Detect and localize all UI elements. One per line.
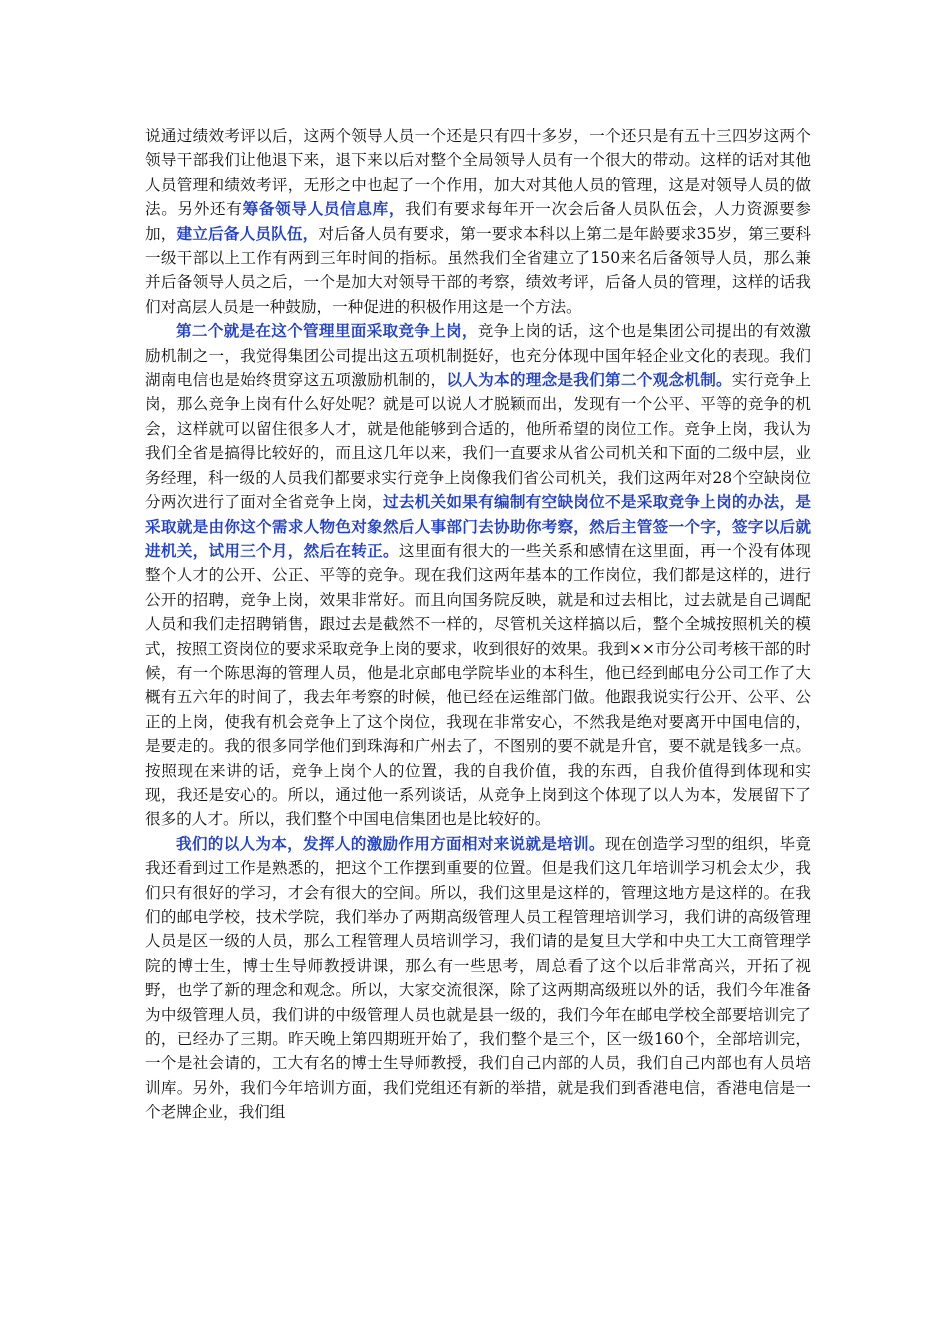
paragraph-3-highlight-1: 我们的以人为本，发挥人的激励作用方面相对来说就是培训。 [176, 833, 605, 853]
paragraph-2-text-2: 实行竞争上岗，那么竞争上岗有什么好处呢？就是可以说人才脱颖而出，发现有一个公平、平等的竞争的机会，这样就可以留住很多人才，就是他能够到合适的，他所希望的岗位工作。竞争上岗，我认为我们全省是搞得比较好的，而且这几年以来，我们一直要求从省公司机关和下面的二级中层，业务经理，科一级的人员我们都要求实行竞争上岗像我们省公司机关，我们这两年对28个空缺岗位分两次进行了面对全省竞争上岗， [145, 371, 811, 512]
paragraph-2-text-3: 这里面有很大的一些关系和感情在这里面，再一个没有体现整个人才的公开、公正、平等的竞争。现在我们这两年基本的工作岗位，我们都是这样的，进行公开的招聘，竞争上岗，效果非常好。而且向国务院反映，就是和过去相比，过去就是自己调配人员和我们走招聘销售，跟过去是截然不一样的，尽管机关这样搞以后，整个全城按照机关的模式，按照工资岗位的要求采取竞争上岗的要求，收到很好的效果。我到××市分公司考核干部的时候，有一个陈思海的管理人员，他是北京邮电学院毕业的本科生，他已经到邮电分公司工作了大概有五六年的时间了，我去年考察的时候，他已经在运维部门做。他跟我说实行公开、公平、公正的上岗，使我有机会竞争上了这个岗位，我现在非常安心，不然我是绝对要离开中国电信的，是要走的。我的很多同学他们到珠海和广州去了，不图别的要不就是升官，要不就是钱多一点。按照现在来讲的话，竞争上岗个人的位置，我的自我价值，我的东西，自我价值得到体现和实现，我还是安心的。所以，通过他一系列谈话，从竞争上岗到这个体现了以人为本，发展留下了很多的人才。所以，我们整个中国电信集团也是比较好的。 [145, 541, 811, 829]
paragraph-1-text-3: 对后备人员有要求，第一要求本科以上第二是年龄要求35岁，第三要科一级干部以上工作有两到三年时间的指标。虽然我们全省建立了150来名后备领导人员，那么兼并后备领导人员之后，一个是加大对领导干部的考察，绩效考评，后备人员的管理，这样的话我们对高层人员是一种鼓励，一种促进的积极作用这是一个方法。 [145, 224, 811, 316]
paragraph-1-text: 说通过绩效考评以后，这两个领导人员一个还是只有四十多岁，一个还只是有五十三四岁这两个领导干部我们让他退下来，退下来以后对整个全局领导人员有一个很大的带动。这样的话对其他人员管理和绩效考评，无形之中也起了一个作用，加大对其他人员的管理，这是对领导人员的做法。另外还有 [145, 127, 811, 219]
paragraph-1-highlight-1: 筹备领导人员信息库， [242, 199, 406, 219]
paragraph-3-text: 现在创造学习型的组织，毕竟我还看到过工作是熟悉的，把这个工作摆到重要的位置。但是我们这几年培训学习机会太少，我们只有很好的学习，才会有很大的空间。所以，我们这里是这样的，管理这地方是这样的。在我们的邮电学校，技术学院，我们举办了两期高级管理人员工程管理培训学习，我们讲的高级管理人员是区一级的人员，那么工程管理人员培训学习，我们请的是复旦大学和中央工大工商管理学院的博士生，博士生导师教授讲课，那么有一些思考，周总看了这个以后非常高兴，开拓了视野，也学了新的理念和观念。所以，大家交流很深，除了这两期高级班以外的话，我们今年准备为中级管理人员，我们讲的中级管理人员也就是县一级的，我们今年在邮电学校全部要培训完了的，已经办了三期。昨天晚上第四期班开始了，我们整个是三个，区一级160个，全部培训完，一个是社会请的，工大有名的博士生导师教授，我们自己内部的人员，我们自己内部也有人员培训库。另外，我们今年培训方面，我们党组还有新的举措，就是我们到香港电信，香港电信是一个老牌企业，我们组 [145, 834, 811, 1122]
paragraph-2-highlight-3: 过去机关如果有编制有空缺岗位不是采取竞争上岗的办法，是采取就是由你这个需求人物色对象然后人事部门去协助你考察，然后主管签一个字，签字以后就进机关，试用三个月，然后在转正。 [145, 492, 811, 560]
paragraph-2-highlight-2: 以人为本的理念是我们第二个观念机制。 [446, 370, 732, 390]
paragraph-1 [145, 124, 811, 319]
paragraph-3 [145, 832, 811, 1125]
paragraph-2-highlight-1: 第二个就是在这个管理里面采取竞争上岗， [176, 321, 478, 341]
paragraph-1-highlight-2: 建立后备人员队伍， [176, 223, 319, 243]
paragraph-1-text-2: 我们有要求每年开一次会后备人员队伍会，人力资源要参加， [145, 200, 811, 243]
document-page [145, 124, 811, 1125]
paragraph-2-text: 竞争上岗的话，这个也是集团公司提出的有效激励机制之一，我觉得集团公司提出这五项机制挺好，也充分体现中国年轻企业文化的表现。我们湖南电信也是始终贯穿这五项激励机制的， [145, 322, 811, 390]
paragraph-2 [145, 319, 811, 832]
